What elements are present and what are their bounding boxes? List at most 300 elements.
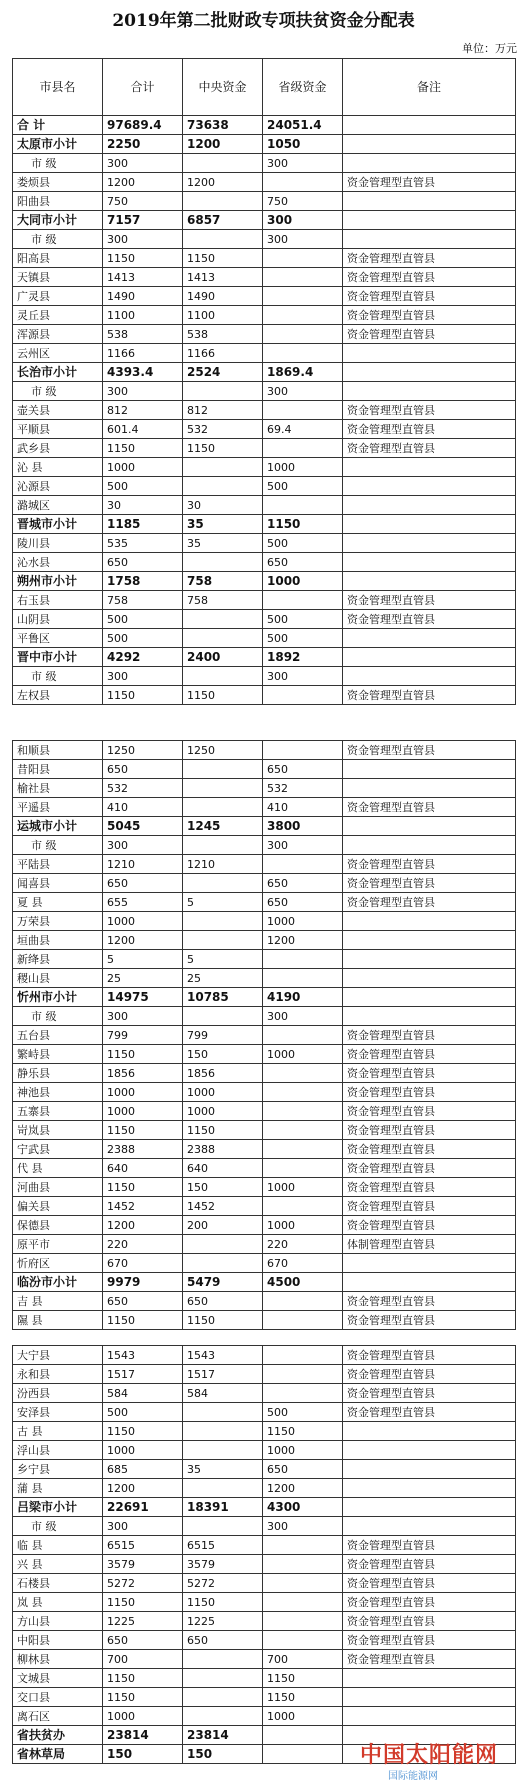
provincial-cell (263, 1745, 343, 1764)
note-cell (343, 1422, 516, 1441)
note-cell: 资金管理型直管县 (343, 1346, 516, 1365)
provincial-cell (263, 741, 343, 760)
table-row (13, 931, 516, 950)
name-cell: 岢岚县 (13, 1121, 103, 1140)
provincial-cell: 300 (263, 382, 343, 401)
table-row (13, 1254, 516, 1273)
subtotal-row (13, 817, 516, 836)
note-cell: 资金管理型直管县 (343, 1536, 516, 1555)
central-cell (183, 1235, 263, 1254)
central-cell: 150 (183, 1178, 263, 1197)
provincial-cell: 1000 (263, 1441, 343, 1460)
central-cell: 1856 (183, 1064, 263, 1083)
central-cell (183, 230, 263, 249)
note-cell: 资金管理型直管县 (343, 1216, 516, 1235)
table-row (13, 667, 516, 686)
provincial-cell: 1000 (263, 1707, 343, 1726)
central-cell (183, 629, 263, 648)
name-cell: 壶关县 (13, 401, 103, 420)
subtotal-row (13, 648, 516, 667)
central-cell (183, 553, 263, 572)
name-cell: 阳曲县 (13, 192, 103, 211)
note-cell (343, 950, 516, 969)
note-cell: 资金管理型直管县 (343, 1292, 516, 1311)
name-cell: 河曲县 (13, 1178, 103, 1197)
name-cell: 市 级 (13, 230, 103, 249)
provincial-cell: 410 (263, 798, 343, 817)
provincial-cell (263, 1346, 343, 1365)
note-cell: 资金管理型直管县 (343, 1102, 516, 1121)
name-cell: 离石区 (13, 1707, 103, 1726)
provincial-cell: 700 (263, 1650, 343, 1669)
name-cell: 平陆县 (13, 855, 103, 874)
name-cell: 乡宁县 (13, 1460, 103, 1479)
provincial-cell: 300 (263, 211, 343, 230)
total-cell: 1000 (103, 458, 183, 477)
central-cell: 1490 (183, 287, 263, 306)
central-cell (183, 192, 263, 211)
provincial-cell: 500 (263, 629, 343, 648)
name-cell: 汾西县 (13, 1384, 103, 1403)
central-cell (183, 1517, 263, 1536)
provincial-cell (263, 306, 343, 325)
table-row (13, 458, 516, 477)
note-cell (343, 1498, 516, 1517)
central-cell: 799 (183, 1026, 263, 1045)
central-cell: 640 (183, 1159, 263, 1178)
total-cell: 7157 (103, 211, 183, 230)
table-row (13, 1026, 516, 1045)
total-cell: 650 (103, 553, 183, 572)
total-cell: 300 (103, 154, 183, 173)
note-cell (343, 515, 516, 534)
central-cell: 812 (183, 401, 263, 420)
central-cell (183, 931, 263, 950)
note-cell (343, 1688, 516, 1707)
note-cell (343, 344, 516, 363)
total-cell: 1000 (103, 1083, 183, 1102)
name-cell: 柳林县 (13, 1650, 103, 1669)
name-cell: 市 级 (13, 1517, 103, 1536)
table-row (13, 1235, 516, 1254)
provincial-cell (263, 969, 343, 988)
table-row (13, 1140, 516, 1159)
total-cell: 1150 (103, 439, 183, 458)
name-cell: 天镇县 (13, 268, 103, 287)
name-cell: 临汾市小计 (13, 1273, 103, 1292)
table-row (13, 855, 516, 874)
central-cell: 1000 (183, 1102, 263, 1121)
name-cell: 浑源县 (13, 325, 103, 344)
note-cell (343, 988, 516, 1007)
central-cell: 25 (183, 969, 263, 988)
name-cell: 吉 县 (13, 1292, 103, 1311)
table-row (13, 1593, 516, 1612)
column-header: 合计 (103, 59, 183, 116)
central-cell: 1150 (183, 1311, 263, 1330)
total-cell: 25 (103, 969, 183, 988)
total-cell: 1150 (103, 1422, 183, 1441)
central-cell: 23814 (183, 1726, 263, 1745)
name-cell: 宁武县 (13, 1140, 103, 1159)
central-cell: 1200 (183, 135, 263, 154)
subtotal-row (13, 135, 516, 154)
total-cell: 1452 (103, 1197, 183, 1216)
total-cell: 1200 (103, 931, 183, 950)
central-cell: 1245 (183, 817, 263, 836)
provincial-cell (263, 496, 343, 515)
central-cell: 10785 (183, 988, 263, 1007)
note-cell (343, 648, 516, 667)
total-cell: 300 (103, 667, 183, 686)
table-row (13, 1346, 516, 1365)
total-cell: 750 (103, 192, 183, 211)
provincial-cell: 650 (263, 553, 343, 572)
central-cell (183, 1403, 263, 1422)
provincial-cell: 300 (263, 836, 343, 855)
page-title: 2019年第二批财政专项扶贫资金分配表 (112, 11, 415, 31)
central-cell: 200 (183, 1216, 263, 1235)
provincial-cell (263, 1159, 343, 1178)
note-cell: 资金管理型直管县 (343, 1555, 516, 1574)
provincial-cell: 300 (263, 667, 343, 686)
central-cell: 1100 (183, 306, 263, 325)
name-cell: 隰 县 (13, 1311, 103, 1330)
table-row (13, 1517, 516, 1536)
note-cell: 资金管理型直管县 (343, 1026, 516, 1045)
note-cell: 资金管理型直管县 (343, 1197, 516, 1216)
total-cell: 2250 (103, 135, 183, 154)
name-cell: 吕梁市小计 (13, 1498, 103, 1517)
name-cell: 五台县 (13, 1026, 103, 1045)
table-row (13, 1460, 516, 1479)
name-cell: 合 计 (13, 116, 103, 135)
unit-label: 单位：万元 (462, 42, 517, 55)
provincial-cell (263, 1311, 343, 1330)
total-cell: 1150 (103, 1178, 183, 1197)
total-cell: 650 (103, 1292, 183, 1311)
total-cell: 1490 (103, 287, 183, 306)
total-cell: 532 (103, 779, 183, 798)
provincial-cell (263, 1083, 343, 1102)
note-cell (343, 192, 516, 211)
central-cell: 150 (183, 1745, 263, 1764)
name-cell: 云州区 (13, 344, 103, 363)
note-cell: 资金管理型直管县 (343, 1083, 516, 1102)
note-cell: 资金管理型直管县 (343, 268, 516, 287)
provincial-cell: 69.4 (263, 420, 343, 439)
central-cell (183, 382, 263, 401)
total-cell: 685 (103, 1460, 183, 1479)
note-cell (343, 1479, 516, 1498)
provincial-cell (263, 173, 343, 192)
provincial-cell: 750 (263, 192, 343, 211)
note-cell (343, 1007, 516, 1026)
subtotal-row (13, 572, 516, 591)
total-cell: 601.4 (103, 420, 183, 439)
central-cell: 2524 (183, 363, 263, 382)
column-header: 市县名 (13, 59, 103, 116)
table-row (13, 1536, 516, 1555)
note-cell: 资金管理型直管县 (343, 1311, 516, 1330)
table-row (13, 1064, 516, 1083)
name-cell: 原平市 (13, 1235, 103, 1254)
table-row (13, 1102, 516, 1121)
note-cell: 资金管理型直管县 (343, 1403, 516, 1422)
note-cell: 资金管理型直管县 (343, 420, 516, 439)
provincial-cell (263, 1631, 343, 1650)
total-cell: 500 (103, 629, 183, 648)
total-cell: 5272 (103, 1574, 183, 1593)
central-cell (183, 610, 263, 629)
name-cell: 安泽县 (13, 1403, 103, 1422)
provincial-cell: 4500 (263, 1273, 343, 1292)
provincial-cell: 1050 (263, 135, 343, 154)
note-cell: 资金管理型直管县 (343, 591, 516, 610)
name-cell: 昔阳县 (13, 760, 103, 779)
header-row (13, 59, 516, 116)
total-cell: 5045 (103, 817, 183, 836)
central-cell: 35 (183, 1460, 263, 1479)
provincial-cell (263, 1064, 343, 1083)
total-cell: 1150 (103, 249, 183, 268)
provincial-cell (263, 1102, 343, 1121)
name-cell: 繁峙县 (13, 1045, 103, 1064)
central-cell (183, 1007, 263, 1026)
table-row (13, 1422, 516, 1441)
total-cell: 300 (103, 230, 183, 249)
provincial-cell: 650 (263, 893, 343, 912)
note-cell: 资金管理型直管县 (343, 1365, 516, 1384)
name-cell: 临 县 (13, 1536, 103, 1555)
note-cell: 体制管理型直管县 (343, 1235, 516, 1254)
central-cell (183, 798, 263, 817)
central-cell (183, 1669, 263, 1688)
note-cell (343, 477, 516, 496)
table-row (13, 1216, 516, 1235)
central-cell (183, 912, 263, 931)
table-row (13, 1631, 516, 1650)
note-cell: 资金管理型直管县 (343, 306, 516, 325)
total-cell: 1200 (103, 173, 183, 192)
total-cell: 500 (103, 477, 183, 496)
table-row (13, 382, 516, 401)
provincial-cell: 4190 (263, 988, 343, 1007)
total-cell: 1000 (103, 1441, 183, 1460)
name-cell: 市 级 (13, 1007, 103, 1026)
name-cell: 代 县 (13, 1159, 103, 1178)
name-cell: 永和县 (13, 1365, 103, 1384)
name-cell: 左权县 (13, 686, 103, 705)
central-cell: 18391 (183, 1498, 263, 1517)
provincial-cell: 1892 (263, 648, 343, 667)
provincial-cell (263, 1140, 343, 1159)
table-row (13, 192, 516, 211)
note-cell (343, 969, 516, 988)
central-cell (183, 874, 263, 893)
provincial-cell: 4300 (263, 1498, 343, 1517)
provincial-cell (263, 268, 343, 287)
central-cell: 5 (183, 893, 263, 912)
central-cell: 650 (183, 1631, 263, 1650)
total-cell: 1210 (103, 855, 183, 874)
central-cell: 1150 (183, 249, 263, 268)
central-cell (183, 154, 263, 173)
name-cell: 平顺县 (13, 420, 103, 439)
note-cell (343, 1441, 516, 1460)
name-cell: 偏关县 (13, 1197, 103, 1216)
central-cell (183, 760, 263, 779)
total-cell: 1200 (103, 1479, 183, 1498)
provincial-cell: 300 (263, 1007, 343, 1026)
name-cell: 武乡县 (13, 439, 103, 458)
table-row (13, 1441, 516, 1460)
name-cell: 浮山县 (13, 1441, 103, 1460)
name-cell: 兴 县 (13, 1555, 103, 1574)
total-cell: 1185 (103, 515, 183, 534)
table-row (13, 439, 516, 458)
provincial-cell (263, 686, 343, 705)
total-cell: 1225 (103, 1612, 183, 1631)
provincial-cell: 670 (263, 1254, 343, 1273)
note-cell: 资金管理型直管县 (343, 439, 516, 458)
provincial-cell (263, 249, 343, 268)
name-cell: 潞城区 (13, 496, 103, 515)
table-row (13, 760, 516, 779)
provincial-cell: 24051.4 (263, 116, 343, 135)
central-cell: 2388 (183, 1140, 263, 1159)
provincial-cell: 650 (263, 874, 343, 893)
provincial-cell: 1000 (263, 1216, 343, 1235)
total-cell: 1000 (103, 1707, 183, 1726)
central-cell: 1150 (183, 686, 263, 705)
note-cell (343, 363, 516, 382)
central-cell: 30 (183, 496, 263, 515)
provincial-cell: 300 (263, 230, 343, 249)
central-cell: 758 (183, 572, 263, 591)
note-cell (343, 667, 516, 686)
name-cell: 灵丘县 (13, 306, 103, 325)
provincial-cell: 1150 (263, 1422, 343, 1441)
note-cell: 资金管理型直管县 (343, 249, 516, 268)
note-cell: 资金管理型直管县 (343, 401, 516, 420)
total-cell: 2388 (103, 1140, 183, 1159)
total-cell: 23814 (103, 1726, 183, 1745)
total-cell: 1150 (103, 1121, 183, 1140)
central-cell (183, 1479, 263, 1498)
table-row (13, 1292, 516, 1311)
note-cell (343, 1254, 516, 1273)
provincial-cell: 300 (263, 1517, 343, 1536)
total-cell: 799 (103, 1026, 183, 1045)
central-cell: 1150 (183, 1593, 263, 1612)
watermark-sub: 国际能源网 (388, 1771, 438, 1782)
note-cell: 资金管理型直管县 (343, 1593, 516, 1612)
provincial-cell: 1000 (263, 458, 343, 477)
note-cell: 资金管理型直管县 (343, 1064, 516, 1083)
central-cell: 73638 (183, 116, 263, 135)
provincial-cell: 1000 (263, 572, 343, 591)
central-cell: 1150 (183, 439, 263, 458)
note-cell (343, 154, 516, 173)
central-cell: 1517 (183, 1365, 263, 1384)
central-cell (183, 1254, 263, 1273)
note-cell (343, 1273, 516, 1292)
note-cell (343, 230, 516, 249)
note-cell: 资金管理型直管县 (343, 610, 516, 629)
central-cell: 1250 (183, 741, 263, 760)
name-cell: 稷山县 (13, 969, 103, 988)
note-cell (343, 135, 516, 154)
provincial-cell: 1150 (263, 1688, 343, 1707)
name-cell: 沁 县 (13, 458, 103, 477)
central-cell: 1150 (183, 1121, 263, 1140)
name-cell: 新绛县 (13, 950, 103, 969)
table-row (13, 686, 516, 705)
note-cell (343, 534, 516, 553)
table-row (13, 1669, 516, 1688)
total-cell: 1250 (103, 741, 183, 760)
subtotal-row (13, 1498, 516, 1517)
note-cell: 资金管理型直管县 (343, 325, 516, 344)
central-cell: 650 (183, 1292, 263, 1311)
central-cell: 1225 (183, 1612, 263, 1631)
table-row (13, 1707, 516, 1726)
total-cell: 97689.4 (103, 116, 183, 135)
note-cell (343, 382, 516, 401)
name-cell: 大宁县 (13, 1346, 103, 1365)
name-cell: 山阴县 (13, 610, 103, 629)
provincial-cell: 1869.4 (263, 363, 343, 382)
note-cell: 资金管理型直管县 (343, 798, 516, 817)
note-cell: 资金管理型直管县 (343, 893, 516, 912)
name-cell: 保德县 (13, 1216, 103, 1235)
name-cell: 万荣县 (13, 912, 103, 931)
total-cell: 584 (103, 1384, 183, 1403)
provincial-cell: 500 (263, 534, 343, 553)
note-cell: 资金管理型直管县 (343, 855, 516, 874)
central-cell: 150 (183, 1045, 263, 1064)
table-row (13, 912, 516, 931)
total-cell: 9979 (103, 1273, 183, 1292)
total-cell: 22691 (103, 1498, 183, 1517)
table-row (13, 874, 516, 893)
note-cell (343, 779, 516, 798)
column-header: 备注 (343, 59, 516, 116)
provincial-cell (263, 1612, 343, 1631)
provincial-cell (263, 1365, 343, 1384)
provincial-cell: 1000 (263, 912, 343, 931)
note-cell: 资金管理型直管县 (343, 1612, 516, 1631)
provincial-cell (263, 1555, 343, 1574)
total-cell: 1166 (103, 344, 183, 363)
note-cell: 资金管理型直管县 (343, 287, 516, 306)
central-cell: 1210 (183, 855, 263, 874)
name-cell: 陵川县 (13, 534, 103, 553)
note-cell: 资金管理型直管县 (343, 1631, 516, 1650)
table-row (13, 591, 516, 610)
total-cell: 1758 (103, 572, 183, 591)
provincial-cell: 532 (263, 779, 343, 798)
name-cell: 长治市小计 (13, 363, 103, 382)
note-cell (343, 1460, 516, 1479)
central-cell: 5 (183, 950, 263, 969)
total-cell: 1150 (103, 1311, 183, 1330)
table-row (13, 173, 516, 192)
table-row (13, 496, 516, 515)
total-cell: 1000 (103, 1102, 183, 1121)
provincial-cell (263, 1593, 343, 1612)
